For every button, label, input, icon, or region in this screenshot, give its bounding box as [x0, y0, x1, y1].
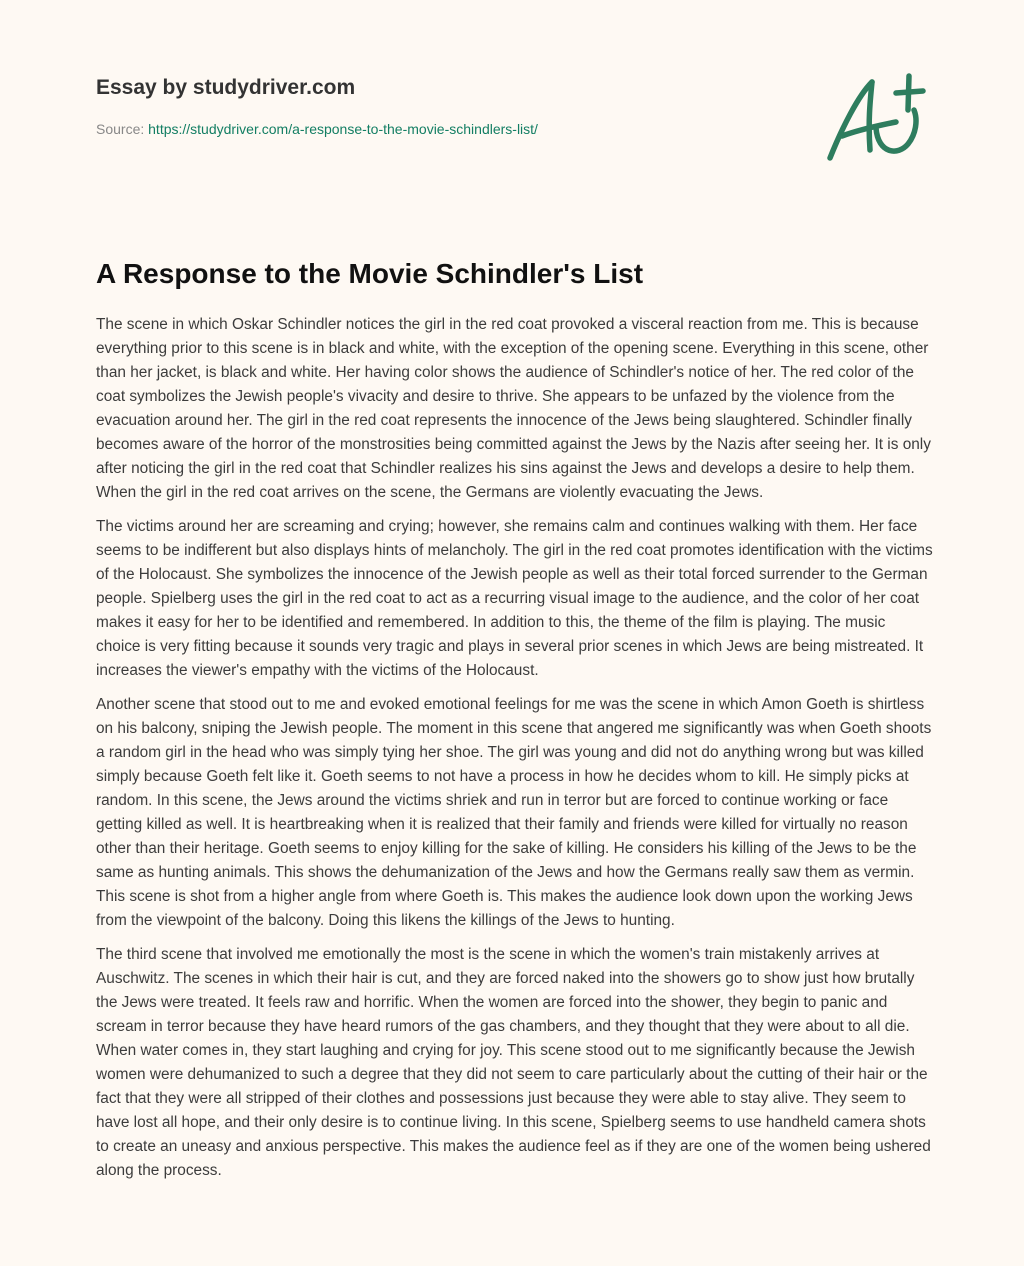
- page-header: [96, 74, 916, 138]
- essay-body: [96, 313, 934, 1193]
- essay-paragraph: Another scene that stood out to me and evoked emotional feelings for me was the scene in which Amon Goeth is shirtless on his balcony, sniping the Jewish people. The moment in this scene that angered me significantly was when Goeth shoots a random girl in the head who was simply tying her shoe. The girl was young and did not do anything wrong but was killed simply because Goeth felt like it. Goeth seems to not have a process in how he decides whom to kill. He simply picks at random. In this scene, the Jews around the victims shriek and run in terror but are forced to continue working or face getting killed as well. It is heartbreaking when it is realized that their family and friends were killed for virtually no reason other than their heritage. Goeth seems to enjoy killing for the sake of killing. He considers his killing of the Jews to be the same as hunting animals. This shows the dehumanization of the Jews and how the Germans really saw them as vermin. This scene is shot from a higher angle from where Goeth is. This makes the audience look down upon the working Jews from the viewpoint of the balcony. Doing this likens the killings of the Jews to hunting.: [96, 696, 932, 929]
- source-link[interactable]: https://studydriver.com/a-response-to-the-movie-schindlers-list/: [148, 121, 538, 137]
- essay-paragraph: The scene in which Oskar Schindler notices the girl in the red coat provoked a visceral reaction from me. This is because everything prior to this scene is in black and white, with the exception of the opening scene. Everything in this scene, other than her jacket, is black and white. Her having color shows the audience of Schindler's notice of her. The red color of the coat symbolizes the Jewish people's vivacity and desire to thrive. She appears to be unfazed by the violence from the evacuation around her. The girl in the red coat represents the innocence of the Jews being slaughtered. Schindler finally becomes aware of the horror of the monstrosities being committed against the Jews by the Nazis after seeing her. It is only after noticing the girl in the red coat that Schindler realizes his sins against the Jews and develops a desire to help them. When the girl in the red coat arrives on the scene, the Germans are violently evacuating the Jews.: [96, 316, 931, 501]
- source-label: Source:: [96, 121, 145, 137]
- essay-title: A Response to the Movie Schindler's List: [96, 258, 644, 289]
- site-title: Essay by studydriver.com: [96, 76, 356, 99]
- a-plus-logo-svg: [820, 66, 930, 166]
- essay-paragraph: The third scene that involved me emotionally the most is the scene in which the women's train mistakenly arrives at Auschwitz. The scenes in which their hair is cut, and they are forced naked into the showers go to show just how brutally the Jews were treated. It feels raw and horrific. When the women are forced into the shower, they begin to panic and scream in terror because they have heard rumors of the gas chambers, and they thought that they were about to all die. When water comes in, they start laughing and crying for joy. This scene stood out to me significantly because the Jewish women were dehumanized to such a degree that they did not seem to care particularly about the cutting of their hair or the fact that they were all stripped of their clothes and possessions just because they were able to stay alive. They seem to have lost all hope, and their only desire is to continue living. In this scene, Spielberg seems to use handheld camera shots to create an uneasy and anxious perspective. This makes the audience feel as if they are one of the women being ushered along the process.: [96, 946, 931, 1179]
- essay-paragraph: The victims around her are screaming and crying; however, she remains calm and continues walking with them. Her face seems to be indifferent but also displays hints of melancholy. The girl in the red coat promotes identification with the victims of the Holocaust. She symbolizes the innocence of the Jewish people as well as their total forced surrender to the German people. Spielberg uses the girl in the red coat to act as a recurring visual image to the audience, and the color of her coat makes it easy for her to be identified and remembered. In addition to this, the theme of the film is playing. The music choice is very fitting because it sounds very tragic and plays in several prior scenes in which Jews are being mistreated. It increases the viewer's empathy with the victims of the Holocaust.: [96, 518, 933, 679]
- source-line: [96, 120, 916, 138]
- a-plus-grade-icon: [820, 66, 930, 166]
